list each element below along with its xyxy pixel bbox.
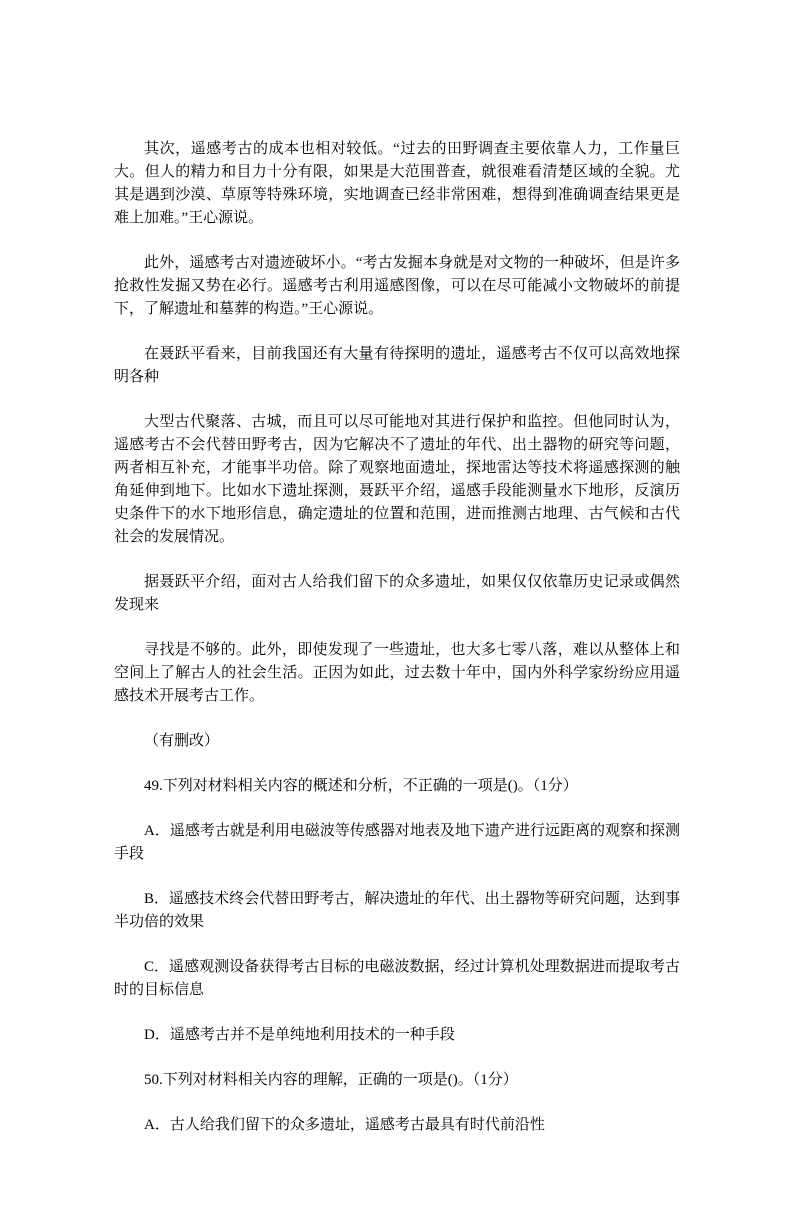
- paragraph-search: 寻找是不够的。此外，即使发现了一些遗址，也大多七零八落，难以从整体上和空间上了解古人的社会生活。正因为如此，过去数十年中，国内外科学家纷纷应用遥感技术开展考古工作。: [114, 642, 680, 704]
- option-49-d: D．遥感考古并不是单纯地利用技术的一种手段: [144, 1027, 455, 1043]
- paragraph-cost: 其次，遥感考古的成本也相对较低。“过去的田野调查主要依靠人力，工作量巨大。但人的精力和目力十分有限，如果是大范围普查，就很难看清楚区域的全貌。尤其是遇到沙漠、草原等特殊环境，实地调查已经非常困难，想得到准确调查结果更是难上加难。”王心源说。: [114, 141, 680, 226]
- paragraph-nie-quote: 据聂跃平介绍，面对古人给我们留下的众多遗址，如果仅仅依靠历史记录或偶然发现来: [114, 574, 680, 613]
- option-49-c: C．遥感观测设备获得考古目标的电磁波数据，经过计算机处理数据进而提取考古时的目标信息: [114, 959, 680, 998]
- option-50-a: A．古人给我们留下的众多遗址，遥感考古最具有时代前沿性: [144, 1117, 545, 1133]
- paragraph-note-edited: （有删改）: [144, 733, 220, 749]
- question-50: 50.下列对材料相关内容的理解，正确的一项是()。（1分）: [144, 1072, 518, 1088]
- paragraph-damage: 此外，遥感考古对遗迹破坏小。“考古发掘本身就是对文物的一种破坏，但是许多抢救性发掘又势在必行。遥感考古利用遥感图像，可以在尽可能减小文物破坏的前提下，了解遗址和墓葬的构造。”王心源说。: [114, 255, 680, 317]
- question-49: 49.下列对材料相关内容的概述和分析，不正确的一项是()。（1分）: [144, 778, 578, 794]
- paragraph-nie-intro: 在聂跃平看来，目前我国还有大量有待探明的遗址，遥感考古不仅可以高效地探明各种: [114, 346, 680, 385]
- option-49-b: B．遥感技术终会代替田野考古，解决遗址的年代、出土器物等研究问题，达到事半功倍的效果: [114, 891, 680, 930]
- option-49-a: A．遥感考古就是利用电磁波等传感器对地表及地下遗产进行远距离的观察和探测手段: [114, 823, 680, 862]
- paragraph-nie-detail: 大型古代聚落、古城，而且可以尽可能地对其进行保护和监控。但他同时认为，遥感考古不会代替田野考古，因为它解决不了遗址的年代、出土器物的研究等问题，两者相互补充，才能事半功倍。除了观察地面遗址，探地雷达等技术将遥感探测的触角延伸到地下。比如水下遗址探测，聂跃平介绍，遥感手段能测量水下地形，反演历史条件下的水下地形信息，确定遗址的位置和范围，进而推测古地理、古气候和古代社会的发展情况。: [114, 414, 680, 545]
